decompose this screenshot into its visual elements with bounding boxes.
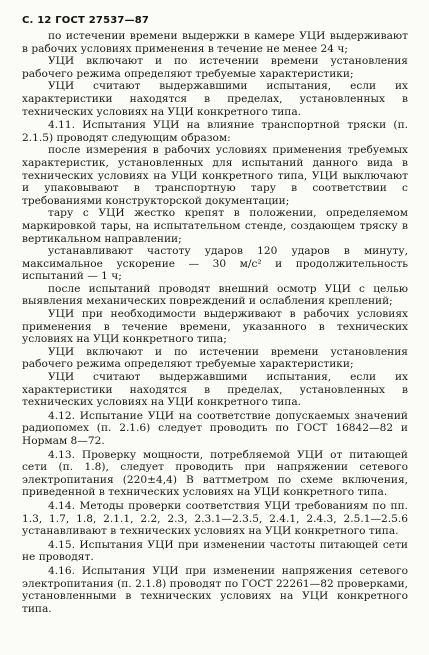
paragraph: по истечении времени выдержки в камере УЦИ выдерживают в рабочих условиях применения в течение не менее 24 ч; — [22, 30, 408, 55]
paragraph: УЦИ включают и по истечении времени установления рабочего режима определяют требуемые характеристики; — [22, 55, 408, 80]
page-header — [22, 15, 149, 28]
paragraph: после испытаний проводят внешний осмотр УЦИ с целью выявления механических повреждений и ослабления креплений; — [22, 282, 408, 308]
paragraph: УЦИ включают и по истечении времени установления рабочего режима определяют требуемые характеристики; — [22, 345, 408, 371]
section-4-15: 4.15. Испытания УЦИ при изменении частоты питающей сети не проводят. — [22, 538, 408, 564]
section-4-16: 4.16. Испытания УЦИ при изменении напряжения сетевого электропитания (п. 2.1.8) проводят по ГОСТ 22261—82 проверками, установленными в технических условиях на УЦИ конкретного типа. — [22, 564, 408, 615]
paragraph: УЦИ считают выдержавшими испытания, если их характеристики находятся в пределах, установленных в технических условиях на УЦИ конкретного типа. — [22, 80, 408, 118]
paragraph: после измерения в рабочих условиях применения требуемых характеристик, установленных для испытаний данного вида в технических условиях на УЦИ конкретного типа, УЦИ выключают и упаковывают в транспортную тару в соответствии с требованиями конструкторской документации; — [22, 144, 408, 207]
section-4-12: 4.12. Испытание УЦИ на соответствие допускаемых значений радиопомех (п. 2.1.6) следует проводить по ГОСТ 16842—82 и Нормам 8—72. — [22, 409, 408, 447]
standard-designation: ГОСТ 27537—87 — [55, 15, 150, 26]
section-4-13: 4.13. Проверку мощности, потребляемой УЦИ от питающей сети (п. 1.8), следует проводить при напряжении сетевого электропитания (220±4,4) В ваттметром по схеме включения, приведенной в технических условиях на УЦИ конкретного типа. — [22, 448, 408, 499]
page-number: С. 12 — [22, 15, 52, 26]
paragraph: УЦИ при необходимости выдерживают в рабочих условиях применения в течение времени, указанного в технических условиях на УЦИ конкретного типа; — [22, 308, 408, 346]
document-body — [22, 30, 408, 615]
paragraph: тару с УЦИ жестко крепят в положении, определяемом маркировкой тары, на испытательном стенде, создающем тряску в вертикальном направлении; — [22, 207, 408, 245]
paragraph: УЦИ считают выдержавшими испытания, если их характеристики находятся в пределах, установленных в технических условиях на УЦИ конкретного типа. — [22, 371, 408, 409]
section-4-11: 4.11. Испытания УЦИ на влияние транспортной тряски (п. 2.1.5) проводят следующим образом: — [22, 119, 408, 144]
section-4-14: 4.14. Методы проверки соответствия УЦИ требованиям по пп. 1.3, 1.7, 1.8, 2.1.1, 2.2, 2.3, 2.3.1—2.3.5, 2.4.1, 2.4.3, 2.5.1—2.5.6 устанавливают в технических условиях на УЦИ конкретного типа. — [22, 499, 408, 538]
paragraph: устанавливают частоту ударов 120 ударов в минуту, максимальное ускорение — 30 м/с² и продолжительность испытаний — 1 ч; — [22, 245, 408, 283]
